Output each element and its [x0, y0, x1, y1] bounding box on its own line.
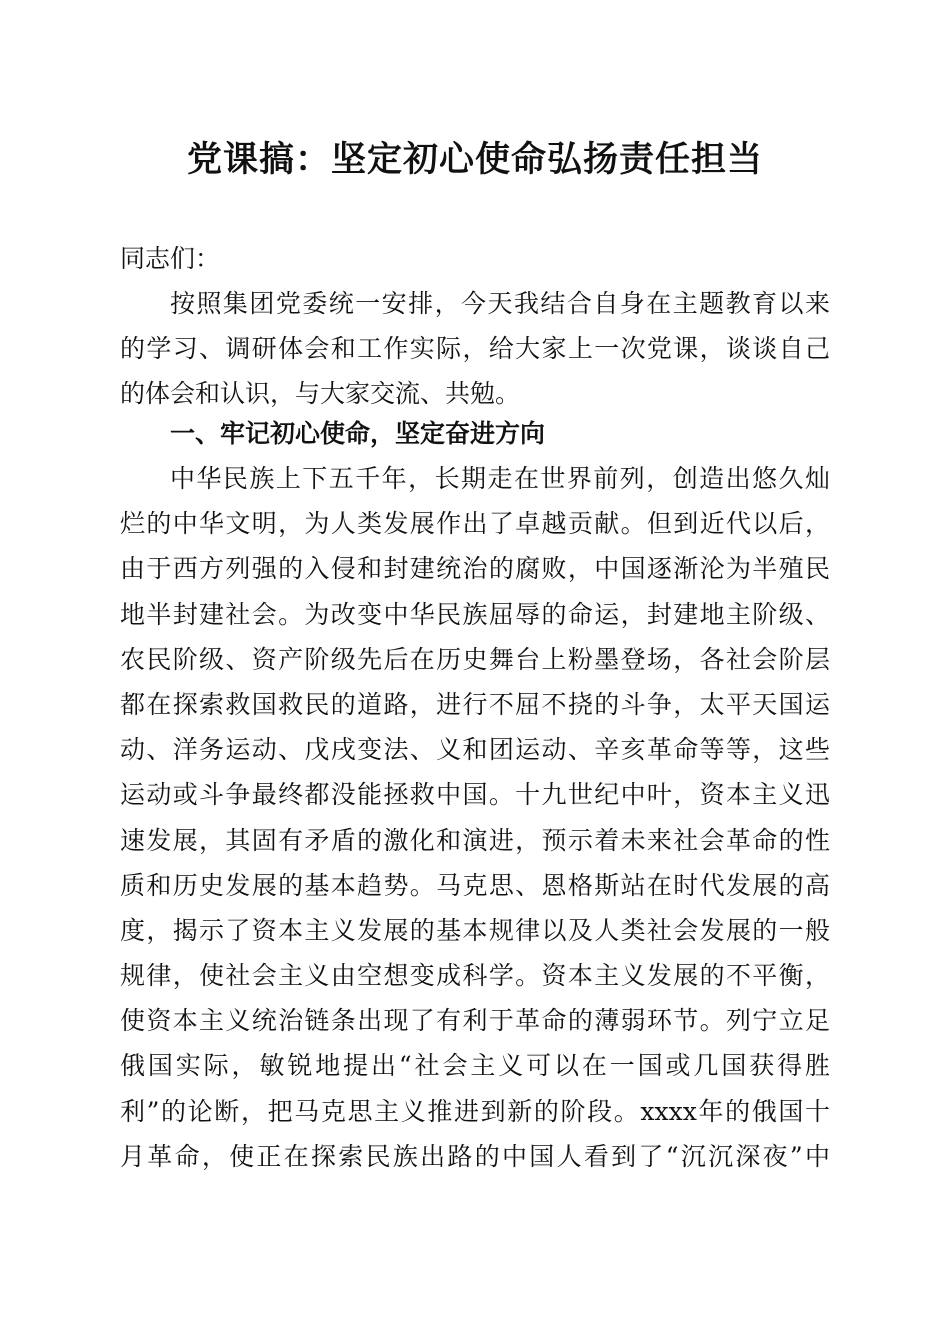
paragraph-line: 地半封建社会。为改变中华民族屈辱的命运，封建地主阶级、 [120, 599, 830, 629]
paragraph-intro [120, 281, 830, 417]
paragraph-line: 中华民族上下五千年，长期走在世界前列，创造出悠久灿 [170, 464, 830, 493]
paragraph-line: 规律，使社会主义由空想变成科学。资本主义发展的不平衡， [120, 961, 830, 991]
paragraph-line: 速发展，其固有矛盾的激化和演进，预示着未来社会革命的性 [120, 825, 830, 855]
paragraph-line: 度，揭示了资本主义发展的基本规律以及人类社会发展的一般 [120, 915, 830, 945]
paragraph-line: 都在探索救国救民的道路，进行不屈不挠的斗争，太平天国运 [120, 689, 830, 719]
document-title: 党课搞：坚定初心使命弘扬责任担当 [186, 139, 763, 180]
paragraph-line: 利”的论断，把马克思主义推进到新的阶段。xxxx年的俄国十 [120, 1096, 830, 1126]
paragraph-line: 俄国实际，敏锐地提出“社会主义可以在一国或几国获得胜 [120, 1051, 830, 1081]
paragraph-line: 按照集团党委统一安排，今天我结合自身在主题教育以来 [170, 289, 830, 318]
paragraph-line: 月革命，使正在探索民族出路的中国人看到了“沉沉深夜”中 [120, 1141, 830, 1171]
paragraph-history [120, 456, 830, 1179]
paragraph-line: 农民阶级、资产阶级先后在历史舞台上粉墨登场，各社会阶层 [120, 644, 830, 674]
paragraph-line: 质和历史发展的基本趋势。马克思、恩格斯站在时代发展的高 [120, 870, 830, 900]
paragraph-line: 运动或斗争最终都没能拯救中国。十九世纪中叶，资本主义迅 [120, 780, 830, 810]
paragraph-line: 动、洋务运动、戊戌变法、义和团运动、辛亥革命等等，这些 [120, 735, 830, 765]
paragraph-line: 的学习、调研体会和工作实际，给大家上一次党课，谈谈自己 [120, 334, 830, 364]
section-heading [120, 411, 830, 456]
paragraph-line: 的体会和认识，与大家交流、共勉。 [120, 379, 521, 409]
greeting: 同志们： [120, 244, 221, 273]
paragraph-line: 使资本主义统治链条出现了有利于革命的薄弱环节。列宁立足 [120, 1006, 830, 1036]
paragraph-line: 由于西方列强的入侵和封建统治的腐败，中国逐渐沦为半殖民 [120, 554, 830, 584]
section-heading-text: 一、牢记初心使命，坚定奋进方向 [170, 419, 546, 448]
paragraph-line: 烂的中华文明，为人类发展作出了卓越贡献。但到近代以后， [120, 509, 830, 539]
